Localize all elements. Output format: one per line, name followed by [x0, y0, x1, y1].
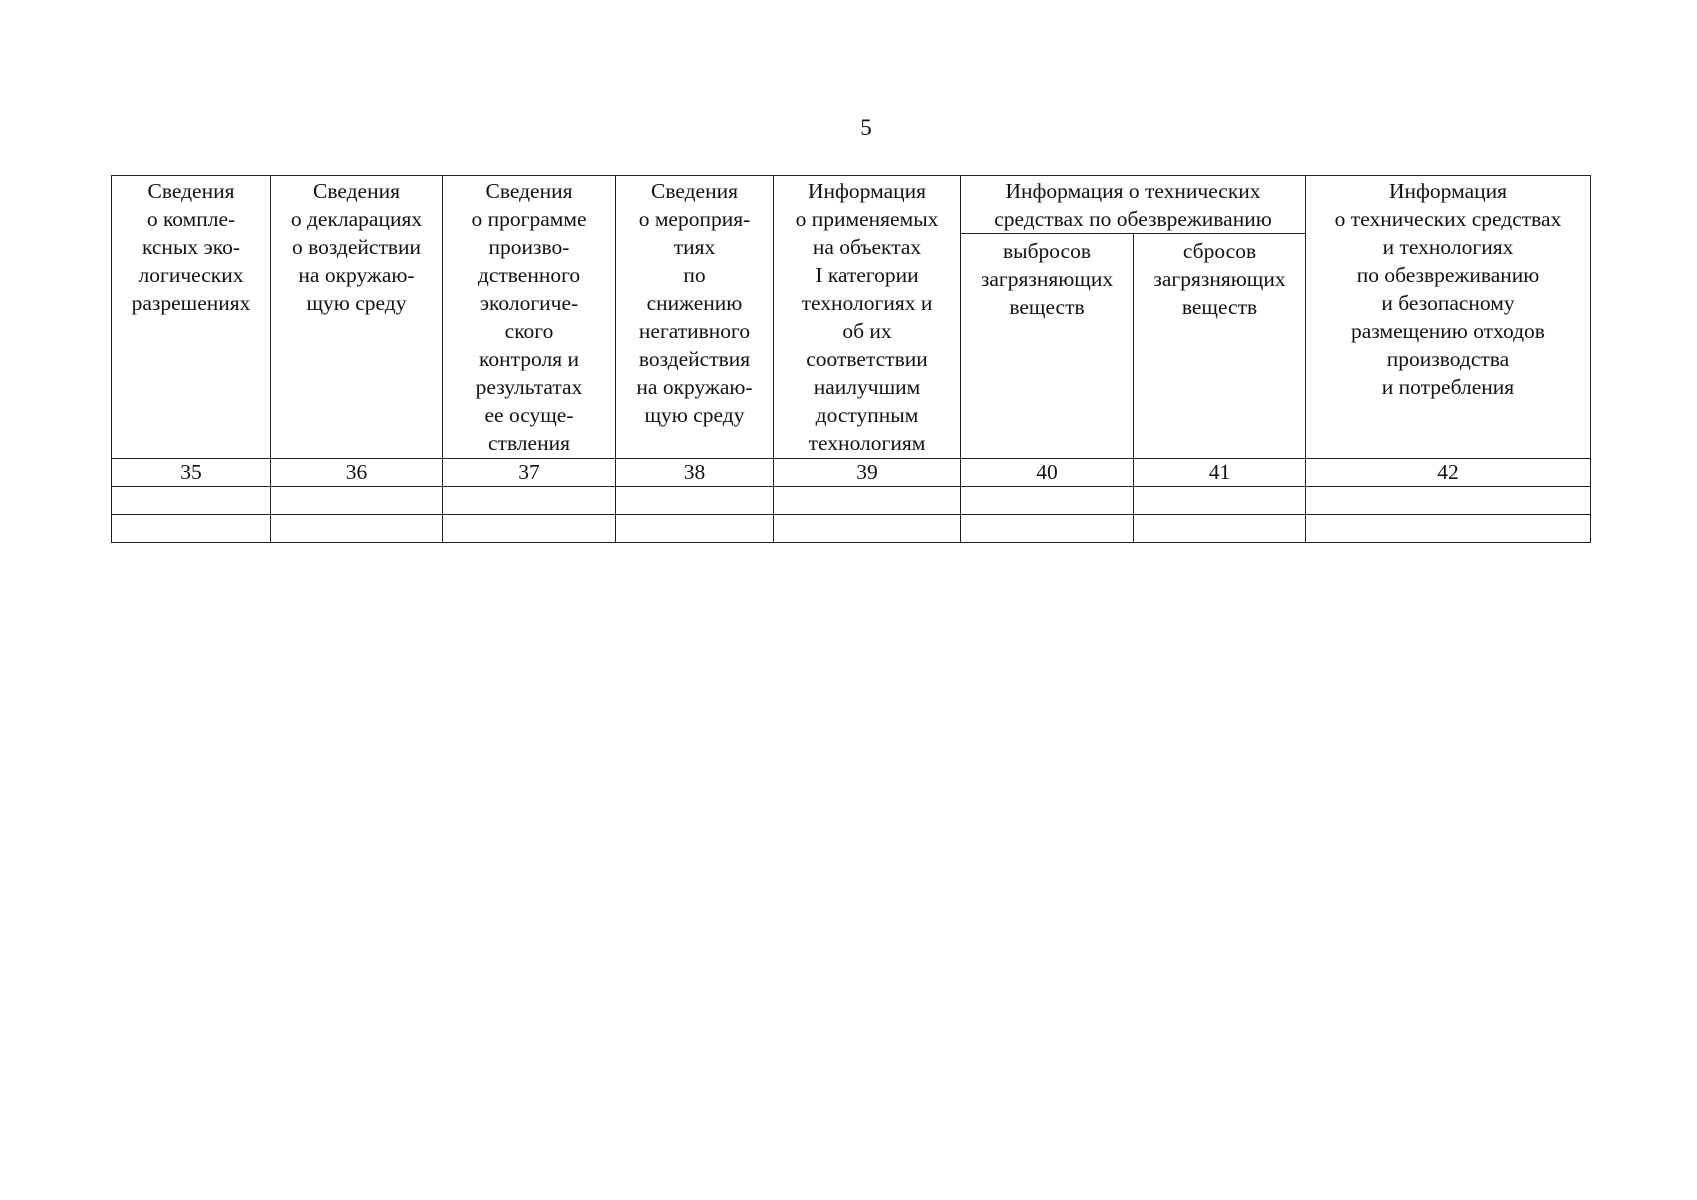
- header-col-42: Информация о технических средствах и технологиях по обезвреживанию и безопасному размещению отходов производства и потребления: [1306, 176, 1591, 459]
- table-row: [112, 515, 1591, 543]
- table-cell: [616, 487, 774, 515]
- table-cell: [616, 515, 774, 543]
- header-col-38: Сведения о мероприя- тиях по снижению негативного воздействия на окружаю- щую среду: [616, 176, 774, 459]
- header-col-41: сбросов загрязняющих веществ: [1134, 234, 1306, 459]
- table-cell: [271, 515, 443, 543]
- table-row: [112, 487, 1591, 515]
- header-col-37: Сведения о программе произво- дственного экологиче- ского контроля и результатах ее осуще- ствления: [443, 176, 616, 459]
- header-col-36: Сведения о декларациях о воздействии на окружаю- щую среду: [271, 176, 443, 459]
- column-number: 40: [961, 459, 1134, 487]
- page-number: 5: [860, 115, 872, 140]
- table-cell: [1306, 487, 1591, 515]
- data-table: [111, 175, 1591, 543]
- table-cell: [1306, 515, 1591, 543]
- table-cell: [1134, 487, 1306, 515]
- header-group-40-41: Информация о технических средствах по обезвреживанию: [961, 176, 1306, 234]
- table-cell: [112, 487, 271, 515]
- table-cell: [961, 515, 1134, 543]
- column-number: 37: [443, 459, 616, 487]
- table-cell: [443, 515, 616, 543]
- table-cell: [774, 515, 961, 543]
- column-number: 41: [1134, 459, 1306, 487]
- header-col-35: Сведения о компле- ксных эко- логических разрешениях: [112, 176, 271, 459]
- column-number: 36: [271, 459, 443, 487]
- table-cell: [112, 515, 271, 543]
- column-number: 35: [112, 459, 271, 487]
- table-cell: [443, 487, 616, 515]
- table-cell: [1134, 515, 1306, 543]
- header-row-top: [112, 176, 1591, 234]
- table-cell: [774, 487, 961, 515]
- header-col-40: выбросов загрязняющих веществ: [961, 234, 1134, 459]
- column-number: 42: [1306, 459, 1591, 487]
- column-number: 38: [616, 459, 774, 487]
- column-number: 39: [774, 459, 961, 487]
- header-col-39: Информация о применяемых на объектах I категории технологиях и об их соответствии наилучшим доступным технологиям: [774, 176, 961, 459]
- column-number-row: [112, 459, 1591, 487]
- table-cell: [961, 487, 1134, 515]
- table-cell: [271, 487, 443, 515]
